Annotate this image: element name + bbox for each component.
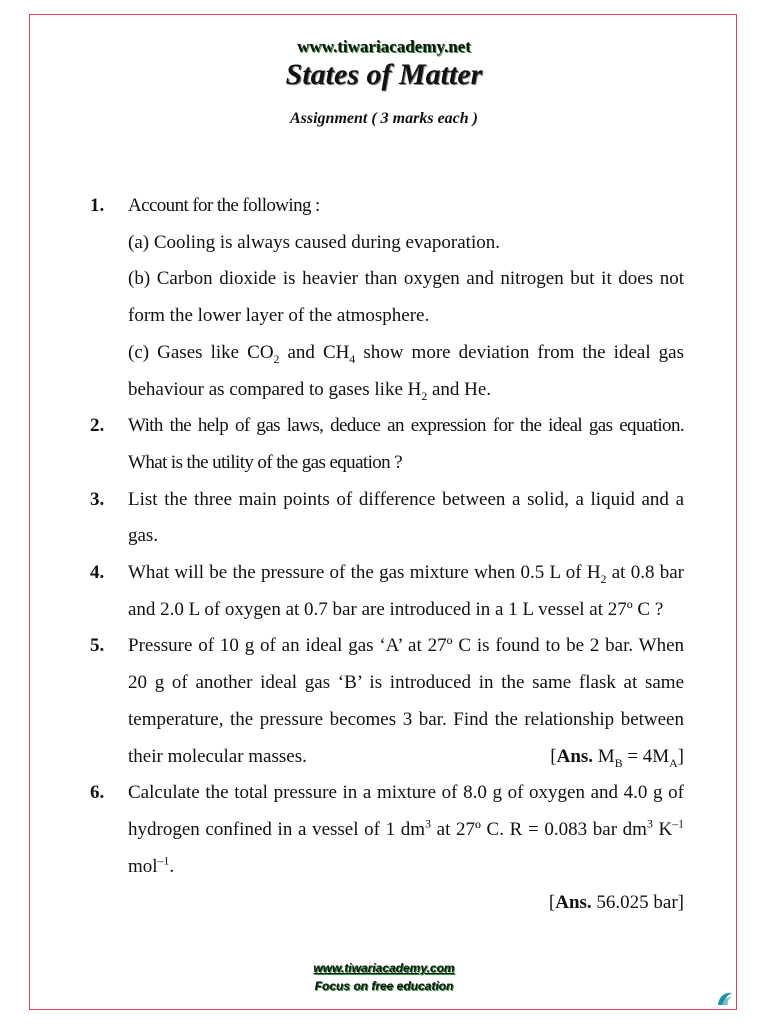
question-number: 2. [90,415,105,437]
answer: [Ans. 56.025 bar] [548,892,684,914]
page-subtitle: Assignment ( 3 marks each ) [289,110,478,127]
question-2 [90,408,684,481]
question-6 [90,775,684,922]
question-text: List the three main points of difference between a solid, a liquid and a gas. [128,488,684,547]
question-text: Pressure of 10 g of an ideal gas ‘A’ at 27º C is found to be 2 bar. When 20 g of another ideal gas ‘B’ is introduced in the same flask at same temperature, the pressure becomes 3 bar. Find the relationship between their molecular masses. [Ans. $M_B = 4M_A$] [128,628,684,775]
question-3 [90,482,684,555]
question-part-a: (a) Cooling is always caused during evaporation. [128,231,500,253]
footer-url[interactable]: www.tiwariacademy.com [313,961,455,975]
page-title: States of Matter [285,58,483,91]
question-part-c: (c) Gases like $CO_2$ and $CH_4$ show more deviation from the ideal gas behaviour as compared to gases like $H_2$ and He. [128,341,684,403]
question-number: 6. [90,782,105,804]
question-number: 3. [90,488,105,510]
question-4 [90,555,684,628]
question-text: What will be the pressure of the gas mixture when 0.5 L of $H_2$ at 0.8 bar and 2.0 L of oxygen at 0.7 bar are introduced in a 1 L vessel at 27º C ? [128,562,684,620]
question-intro: Account for the following : [128,195,320,216]
wave-logo-icon [716,990,734,1008]
header-site-url[interactable]: www.tiwariacademy.net [297,37,471,56]
question-1 [90,188,684,408]
question-text: With the help of gas laws, deduce an expression for the ideal gas equation. What is the utility of the gas equation ? [128,415,684,473]
question-5 [90,628,684,775]
footer-tagline: Focus on free education [314,979,454,993]
question-text: Calculate the total pressure in a mixture of 8.0 g of oxygen and 4.0 g of hydrogen confined in a vessel of 1 $dm^3$ at 27º C. R = 0.083 bar $dm^3$ $K^{-1}$ mol$^{-1}$. [128,782,684,877]
question-number: 5. [90,635,105,657]
answer: [Ans. $M_B = 4M_A$] [550,745,684,770]
question-part-b: (b) Carbon dioxide is heavier than oxygen and nitrogen but it does not form the lower layer of the atmosphere. [128,268,684,327]
question-number: 1. [90,195,105,216]
question-number: 4. [90,562,105,584]
question-list [90,188,684,922]
